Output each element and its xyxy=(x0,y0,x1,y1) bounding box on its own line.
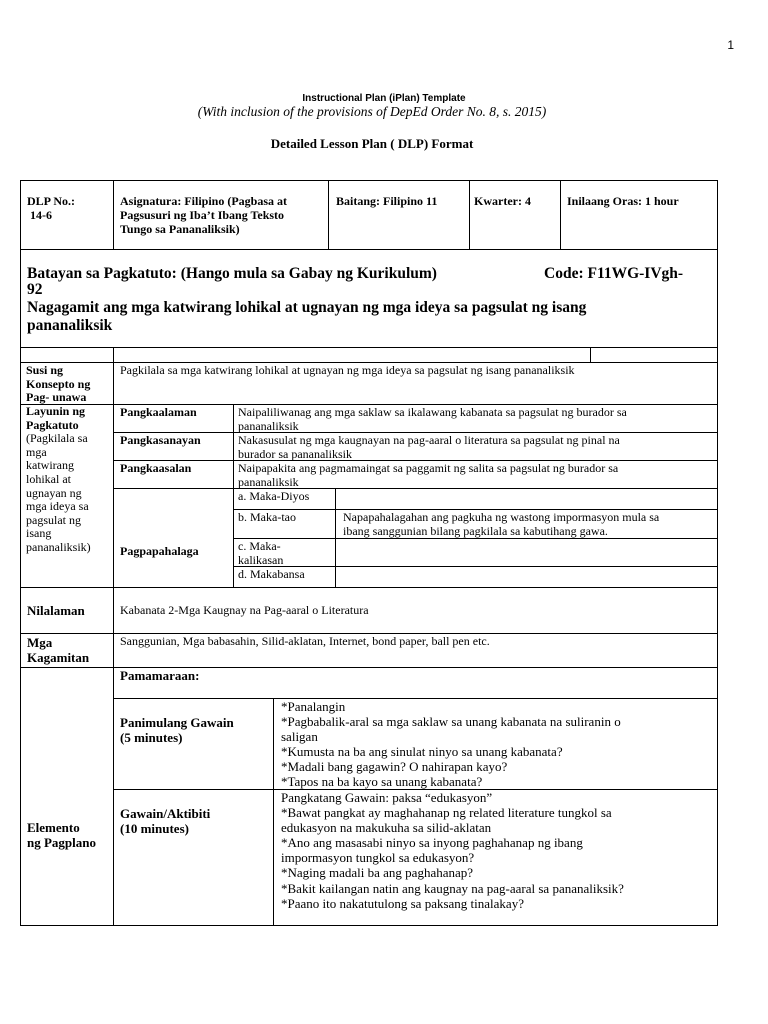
step-text-line: *Bakit kailangan natin ang kaugnay na pag-aaral sa pananaliksik? xyxy=(281,880,624,896)
domain-text-line: pananaliksik xyxy=(238,475,299,489)
step-text-line: *Tapos na ba kayo sa unang kabanata? xyxy=(281,774,483,790)
values-label: Pagpapahalaga xyxy=(120,544,199,558)
curriculum-code-cont: 92 xyxy=(27,281,43,298)
step-label-line: Panimulang Gawain xyxy=(120,715,234,730)
intro-activity-text xyxy=(281,699,621,790)
domain-label-skills: Pangkasanayan xyxy=(120,433,201,447)
key-concept-label-line: Pag- unawa xyxy=(26,390,87,404)
objectives-sub-line: (Pagkilala sa xyxy=(26,431,88,446)
domain-text-attitude xyxy=(238,461,618,489)
domain-text-knowledge xyxy=(238,405,627,433)
objectives-sub-line: ugnayan ng xyxy=(26,485,82,500)
materials-label-line: Mga xyxy=(27,635,53,650)
objectives-sub-line: pagsulat ng xyxy=(26,512,81,527)
step-text-line: Pangkatang Gawain: paksa “edukasyon” xyxy=(281,790,493,805)
competency-line: pananaliksik xyxy=(27,317,113,334)
learning-basis-title: Batayan sa Pagkatuto: (Hango mula sa Gabay ng Kurikulum) xyxy=(27,265,437,282)
objectives-sub-line: mga ideya sa xyxy=(26,499,89,514)
intro-activity-label xyxy=(120,715,234,745)
materials-label-line: Kagamitan xyxy=(27,650,90,665)
objectives-sub-line: katwirang xyxy=(26,458,74,473)
materials-text: Sanggunian, Mga babasahin, Silid-aklatan, Internet, bond paper, ball pen etc. xyxy=(120,634,490,648)
value-text-line: Napapahalagahan ang pagkuha ng wastong impormasyon mula sa xyxy=(343,510,660,524)
format-title: Detailed Lesson Plan ( DLP) Format xyxy=(270,136,474,151)
subject-cell xyxy=(120,194,287,236)
subject-line: Pagsusuri ng Iba’t Ibang Teksto xyxy=(120,208,285,222)
activity-label xyxy=(120,806,210,836)
dlp-no-value: 14-6 xyxy=(30,208,52,222)
objectives-label xyxy=(26,405,91,555)
subject-line: Asignatura: Filipino (Pagbasa at xyxy=(120,194,288,208)
curriculum-code: Code: F11WG-IVgh- xyxy=(544,265,684,282)
step-text-line: *Panalangin xyxy=(281,699,346,714)
domain-label-attitude: Pangkaasalan xyxy=(120,461,192,475)
planning-label-line: Elemento xyxy=(27,820,80,835)
materials-label xyxy=(27,635,89,665)
key-concept-label-line: Konsepto ng xyxy=(26,376,91,391)
duration: Inilaang Oras: 1 hour xyxy=(567,194,679,208)
dlp-no-cell xyxy=(27,194,75,222)
objectives-label-line: Layunin ng xyxy=(26,404,86,418)
value-maka-diyos: a. Maka-Diyos xyxy=(238,489,310,503)
step-text-line: edukasyon na makukuha sa silid-aklatan xyxy=(281,820,492,836)
quarter: Kwarter: 4 xyxy=(474,194,531,208)
planning-label xyxy=(27,820,96,850)
domain-text-line: Naipapakita ang pagmamaingat sa paggamit ng salita sa pagsulat ng burador sa xyxy=(238,461,619,475)
key-concept-label-line: Susi ng xyxy=(26,363,64,377)
value-maka-kalikasan xyxy=(238,539,283,567)
subject-line: Tungo sa Pananaliksik) xyxy=(120,222,240,236)
step-text-line: *Pagbabalik-aral sa mga saklaw sa unang kabanata na suliranin o xyxy=(281,714,621,730)
value-label-line: c. Maka- xyxy=(238,539,281,553)
objectives-label-line: Pagkatuto xyxy=(26,417,79,432)
value-text-line: ibang sanggunian bilang pagkilala sa kabutihang gawa. xyxy=(343,524,608,538)
domain-text-line: Nakasusulat ng mga kaugnayan na pag-aaral o literatura sa pagsulat ng pinal na xyxy=(238,433,620,447)
step-text-line: *Kumusta na ba ang sinulat ninyo sa unang kabanata? xyxy=(281,744,563,760)
objectives-sub-line: pananaliksik) xyxy=(26,539,91,554)
step-text-line: *Naging madali ba ang paghahanap? xyxy=(281,865,474,881)
domain-text-line: burador sa pananaliksik xyxy=(238,447,352,461)
step-text-line: saligan xyxy=(281,729,318,745)
domain-text-line: Naipaliliwanag ang mga saklaw sa ikalawang kabanata sa pagsulat ng burador sa xyxy=(238,405,627,419)
step-label-line: (10 minutes) xyxy=(120,821,189,836)
domain-label-knowledge: Pangkaalaman xyxy=(120,405,197,419)
step-label-line: Gawain/Aktibiti xyxy=(120,806,211,821)
deped-provision: (With inclusion of the provisions of DepEd Order No. 8, s. 2015) xyxy=(197,104,547,119)
step-text-line: impormasyon tungkol sa edukasyon? xyxy=(281,850,475,866)
competency-line: Nagagamit ang mga katwirang lohikal at ugnayan ng mga ideya sa pagsulat ng isang xyxy=(27,299,587,316)
value-maka-tao-text xyxy=(343,510,659,538)
activity-text xyxy=(281,790,624,911)
value-maka-tao: b. Maka-tao xyxy=(238,510,296,524)
step-text-line: *Bawat pangkat ay maghahanap ng related literature tungkol sa xyxy=(281,805,612,821)
planning-label-line: ng Pagplano xyxy=(27,835,96,850)
value-makabansa: d. Makabansa xyxy=(238,567,305,581)
domain-text-skills xyxy=(238,433,620,461)
content-text: Kabanata 2-Mga Kaugnay na Pag-aaral o Literatura xyxy=(120,603,369,617)
domain-text-line: pananaliksik xyxy=(238,419,299,433)
procedure-label: Pamamaraan: xyxy=(120,668,200,683)
step-text-line: *Madali bang gagawin? O nahirapan kayo? xyxy=(281,759,508,775)
key-concept-label xyxy=(26,364,90,405)
objectives-sub-line: lohikal at xyxy=(26,471,71,486)
step-text-line: *Ano ang masasabi ninyo sa inyong paghahanap ng ibang xyxy=(281,835,583,851)
page-number: 1 xyxy=(727,38,734,52)
step-text-line: *Paano ito nakatutulong sa paksang tinalakay? xyxy=(281,895,524,911)
key-concept-text: Pagkilala sa mga katwirang lohikal at ugnayan ng mga ideya sa pagsulat ng isang pananaliksik xyxy=(120,363,575,377)
content-label: Nilalaman xyxy=(27,603,85,618)
step-label-line: (5 minutes) xyxy=(120,730,183,745)
template-title: Instructional Plan (iPlan) Template xyxy=(302,93,466,104)
dlp-no-label: DLP No.: xyxy=(27,194,75,208)
value-label-line: kalikasan xyxy=(238,553,284,567)
objectives-sub-line: mga xyxy=(26,444,47,459)
objectives-sub-line: isang xyxy=(26,526,52,541)
grade-level: Baitang: Filipino 11 xyxy=(336,194,438,208)
